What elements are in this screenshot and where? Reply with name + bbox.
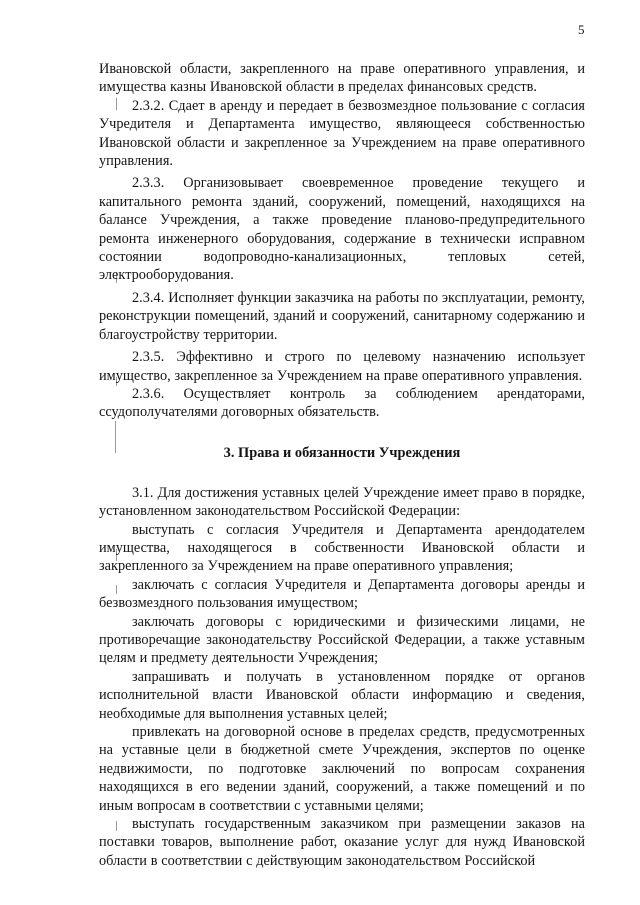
list-item-request: запрашивать и получать в установленном порядке от органов исполнительной власти Ивановской области информацию и сведения, необходимые для выполнения уставных целей; [99,668,585,722]
paragraph-3-1: 3.1. Для достижения уставных целей Учреждение имеет право в порядке, установленном законодательством Российской Федерации: [99,484,585,520]
section-heading: 3. Права и обязанности Учреждения [223,444,461,461]
paragraph-continuation: Ивановской области, закрепленного на праве оперативного управления, и имущества казны Ивановской области в пределах финансовых средств. [99,61,585,96]
paragraph-2-3-6: 2.3.6. Осуществляет контроль за соблюдением арендаторами, ссудополучателями договорных обязательств. [99,385,585,421]
paragraph-2-3-2: 2.3.2. Сдает в аренду и передает в безвозмездное пользование с согласия Учредителя и Департамента имущество, являющееся собственностью Ивановской области и закрепленное за Учреждением на праве оперативного управления. [99,97,585,170]
page-number: 5 [578,22,585,37]
paragraph-2-3-4: 2.3.4. Исполняет функции заказчика на работы по эксплуатации, ремонту, реконструкции помещений, зданий и сооружений, санитарному содержанию и благоустройству территории. [99,289,585,343]
paragraph-2-3-5: 2.3.5. Эффективно и строго по целевому назначению использует имущество, закрепленное за Учреждением на праве оперативного управления. [99,349,585,384]
list-item-customer: выступать государственным заказчиком при размещении заказов на поставки товаров, выполнение работ, оказание услуг для нужд Ивановской области в соответствии с действующим законодательством Российской [99,816,585,869]
paragraph-2-3-3: 2.3.3. Организовывает своевременное проведение текущего и капитального ремонта зданий, сооружений, помещений, находящихся на балансе Учреждения, а также проведение планово-предупредительного ремонта инженерного оборудования, содержание в технически исправном состоянии водопроводно-канализационных, тепловых сетей, электрооборудования. [99,175,585,284]
list-item-experts: привлекать на договорной основе в пределах средств, предусмотренных на уставные цели в бюджетной смете Учреждения, экспертов по оценке недвижимости, по подготовке заключений по вопросам сохранения находящихся в его ведении зданий, сооружений, а также помещений и по иным вопросам в соответствии с уставными целями; [99,724,585,814]
document-body [99,60,585,870]
list-item-lessor: выступать с согласия Учредителя и Департамента арендодателем имущества, находящегося в собственности Ивановской области и закрепленного за Учреждением на праве оперативного управления; [99,521,585,575]
list-item-lease: заключать с согласия Учредителя и Департамента договоры аренды и безвозмездного пользования имуществом; [99,576,585,612]
list-item-contracts: заключать договоры с юридическими и физическими лицами, не противоречащие законодательству Российской Федерации, а также уставным целям и предмету деятельности Учреждения; [99,613,585,667]
